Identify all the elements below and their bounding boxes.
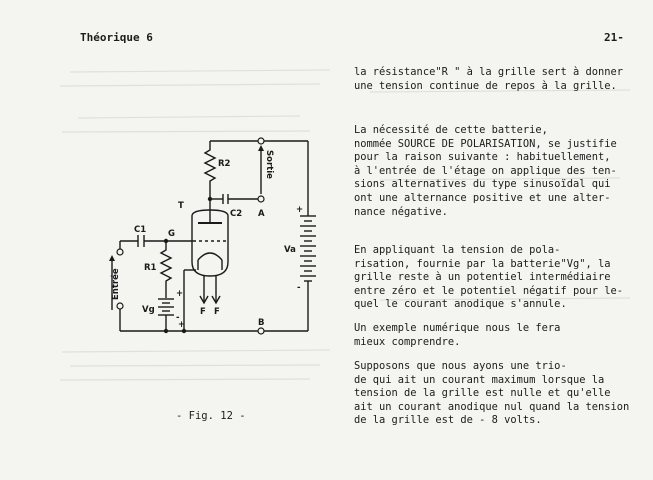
label-bottom-plus: + <box>178 320 186 330</box>
arrow-entree <box>109 255 115 261</box>
page-number: 21- <box>604 31 624 44</box>
section-title: Théorique 6 <box>80 31 153 44</box>
resistor-r1 <box>161 241 171 290</box>
triode-circuit-diagram <box>98 130 338 345</box>
label-entree: Entrée <box>111 268 121 300</box>
arrow-sortie <box>258 145 264 151</box>
label-plate-battery-plus: + <box>296 205 304 215</box>
paragraph-example-intro: Un exemple numérique nous le fera mieux comprendre. <box>354 322 561 348</box>
label-vg: Vg <box>142 305 155 315</box>
paragraph-triode-example: Supposons que nous ayons une trio- de qui ait un courant maximum lorsque la tension de la grille est nulle et qu'elle ait un courant anodique nul quand la tension de la grille est de - 8 volts. <box>354 360 630 427</box>
label-plate-battery-minus: - <box>297 283 301 293</box>
terminal-a <box>258 196 264 202</box>
label-b: B <box>258 318 265 328</box>
paragraph-bias-source: La nécessité de cette batterie, nommée SOURCE DE POLARISATION, se justifie pour la raison suivante : habituellement, à l'entrée de l'étage on applique des ten- sions alternatives du type sinusoïdal qui ont une alternance positive et une alter- nance négative. <box>354 124 617 218</box>
junction-grid <box>164 239 168 243</box>
paragraph-bias-voltage: En appliquant la tension de pola- risation, fournie par la batterie"Vg", la grille reste à un potentiel intermédiaire entre zéro et le potentiel négatif pour le- quel le courant anodique s'annule. <box>354 244 623 311</box>
resistor-r2 <box>205 141 215 199</box>
terminal-entree-bottom <box>117 303 123 309</box>
label-filament-1: F <box>200 307 206 317</box>
label-t: T <box>178 201 184 211</box>
paragraph-grid-resistor: la résistance"R " à la grille sert à donner une tension continue de repos à la grille. <box>354 66 623 92</box>
label-grid-battery-minus: - <box>176 313 180 323</box>
junction-vg <box>164 329 168 333</box>
label-filament-2: F <box>214 307 220 317</box>
label-c2: C2 <box>230 209 243 219</box>
label-va: Va <box>284 245 296 255</box>
label-sortie: Sortie <box>264 150 274 179</box>
label-c1: C1 <box>134 225 147 235</box>
label-a: A <box>258 209 265 219</box>
label-r1: R1 <box>144 263 157 273</box>
terminal-sortie-top <box>258 138 264 144</box>
junction-plate <box>208 197 212 201</box>
circuit-wiring <box>112 141 316 331</box>
terminal-entree-top <box>117 249 123 255</box>
label-grid-battery-plus: + <box>176 289 184 299</box>
terminal-b <box>258 328 264 334</box>
label-g: G <box>168 229 175 239</box>
figure-caption: - Fig. 12 - <box>176 410 246 422</box>
label-r2: R2 <box>218 159 231 169</box>
